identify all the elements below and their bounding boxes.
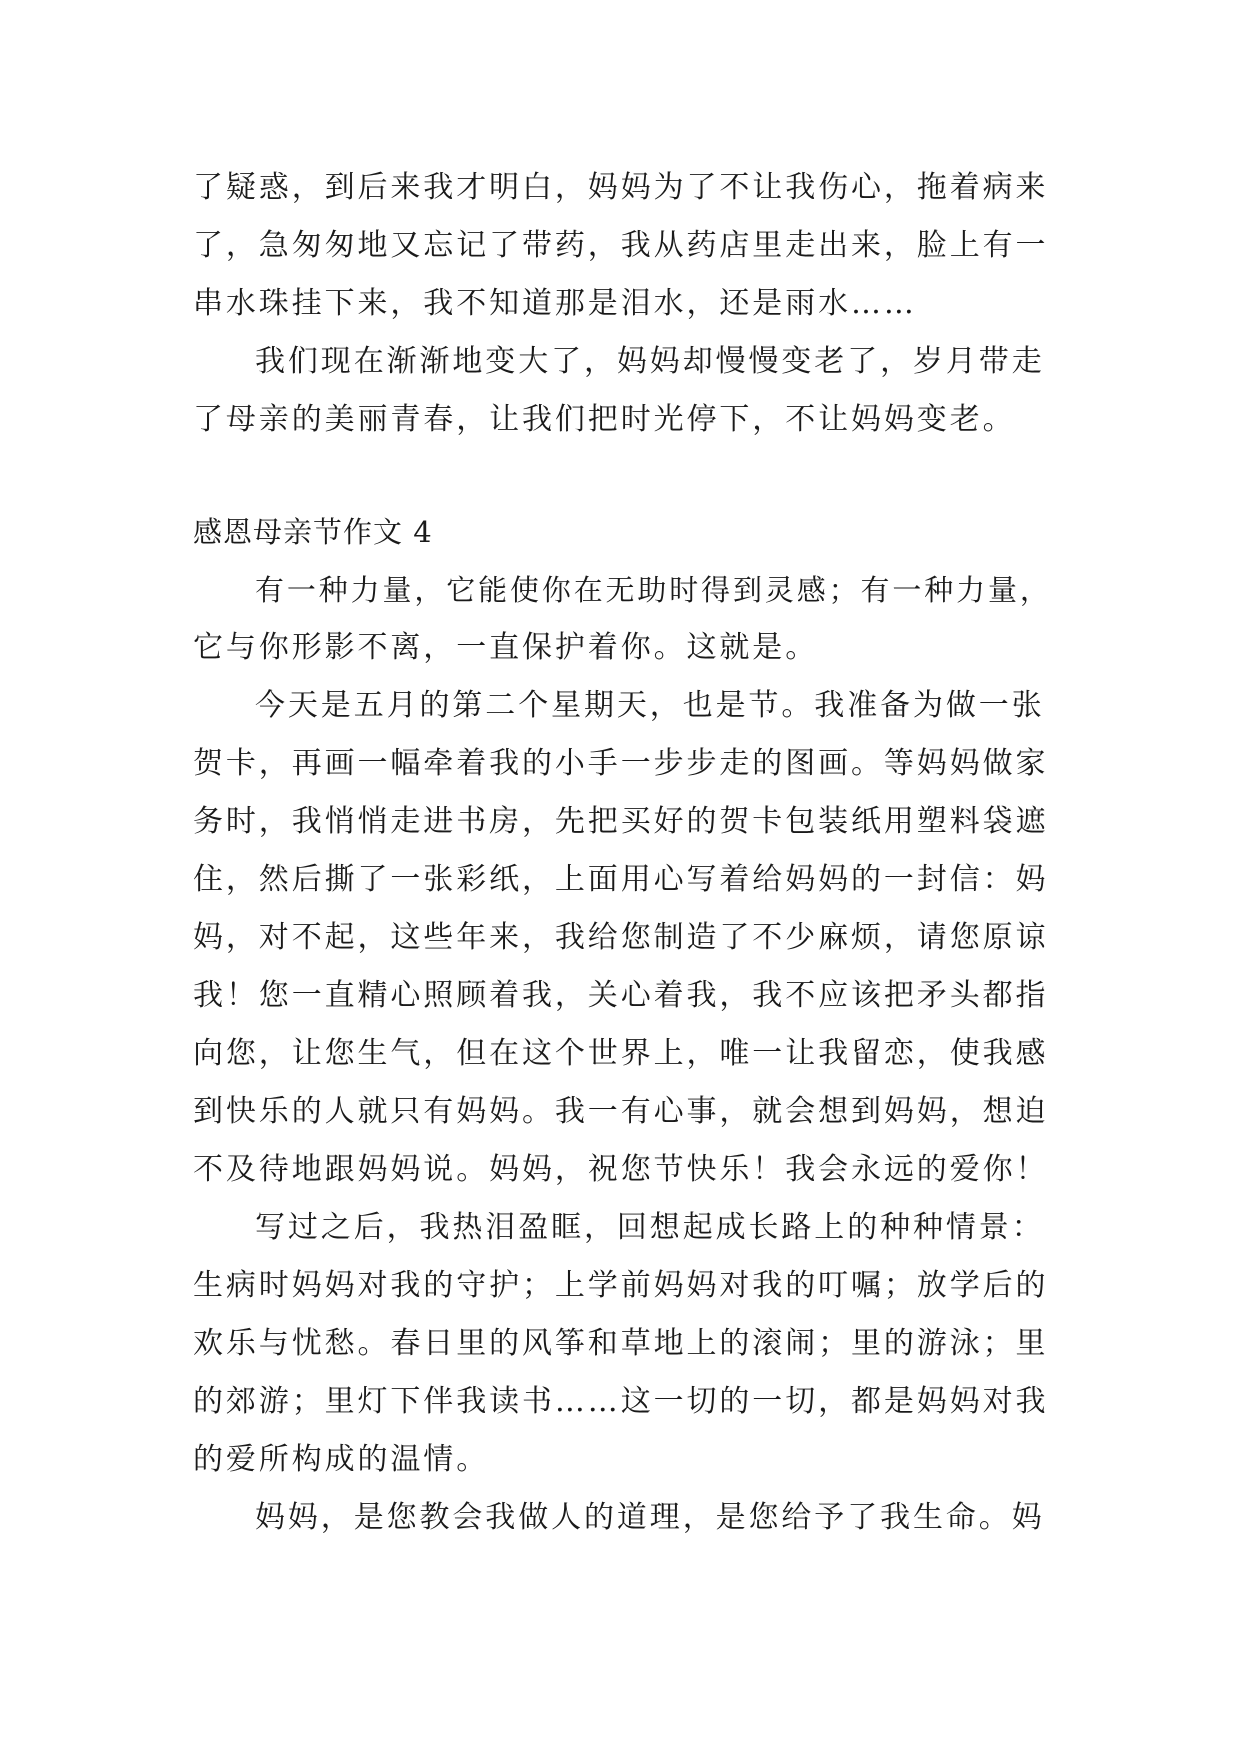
- text-line-1: 了疑惑，到后来我才明白，妈妈为了不让我伤心，拖着病来: [193, 170, 1049, 205]
- section-heading: 感恩母亲节作文 4: [193, 515, 433, 549]
- paragraph-start-line-18: 写过之后，我热泪盈眶，回想起成长路上的种种情景：: [255, 1210, 1045, 1245]
- text-line-19: 生病时妈妈对我的守护；上学前妈妈对我的叮嘱；放学后的: [193, 1268, 1049, 1303]
- paragraph-start-line-23: 妈妈，是您教会我做人的道理，是您给予了我生命。妈: [255, 1500, 1045, 1535]
- text-line-5: 了母亲的美丽青春，让我们把时光停下，不让妈妈变老。: [193, 402, 1016, 437]
- text-line-14: 我！您一直精心照顾着我，关心着我，我不应该把矛头都指: [193, 978, 1049, 1013]
- text-line-11: 务时，我悄悄走进书房，先把买好的贺卡包装纸用塑料袋遮: [193, 804, 1049, 839]
- text-line-8: 它与你形影不离，一直保护着你。这就是。: [193, 630, 819, 665]
- text-line-21: 的郊游；里灯下伴我读书……这一切的一切，都是妈妈对我: [193, 1384, 1049, 1419]
- text-line-16: 到快乐的人就只有妈妈。我一有心事，就会想到妈妈，想迫: [193, 1094, 1049, 1129]
- text-line-13: 妈，对不起，这些年来，我给您制造了不少麻烦，请您原谅: [193, 920, 1049, 955]
- text-line-20: 欢乐与忧愁。春日里的风筝和草地上的滚闹；里的游泳；里: [193, 1326, 1049, 1361]
- text-line-2: 了，急匆匆地又忘记了带药，我从药店里走出来，脸上有一: [193, 228, 1049, 263]
- text-line-12: 住，然后撕了一张彩纸，上面用心写着给妈妈的一封信：妈: [193, 862, 1049, 897]
- paragraph-start-line-7: 有一种力量，它能使你在无助时得到灵感；有一种力量，: [255, 573, 1052, 607]
- text-line-10: 贺卡，再画一幅牵着我的小手一步步走的图画。等妈妈做家: [193, 746, 1049, 781]
- text-line-15: 向您，让您生气，但在这个世界上，唯一让我留恋，使我感: [193, 1036, 1049, 1071]
- paragraph-start-line-4: 我们现在渐渐地变大了，妈妈却慢慢变老了，岁月带走: [255, 344, 1045, 379]
- text-line-17: 不及待地跟妈妈说。妈妈，祝您节快乐！我会永远的爱你！: [193, 1152, 1049, 1187]
- text-line-3: 串水珠挂下来，我不知道那是泪水，还是雨水……: [193, 286, 917, 321]
- text-line-22: 的爱所构成的温情。: [193, 1442, 490, 1477]
- paragraph-start-line-9: 今天是五月的第二个星期天，也是节。我准备为做一张: [255, 688, 1045, 723]
